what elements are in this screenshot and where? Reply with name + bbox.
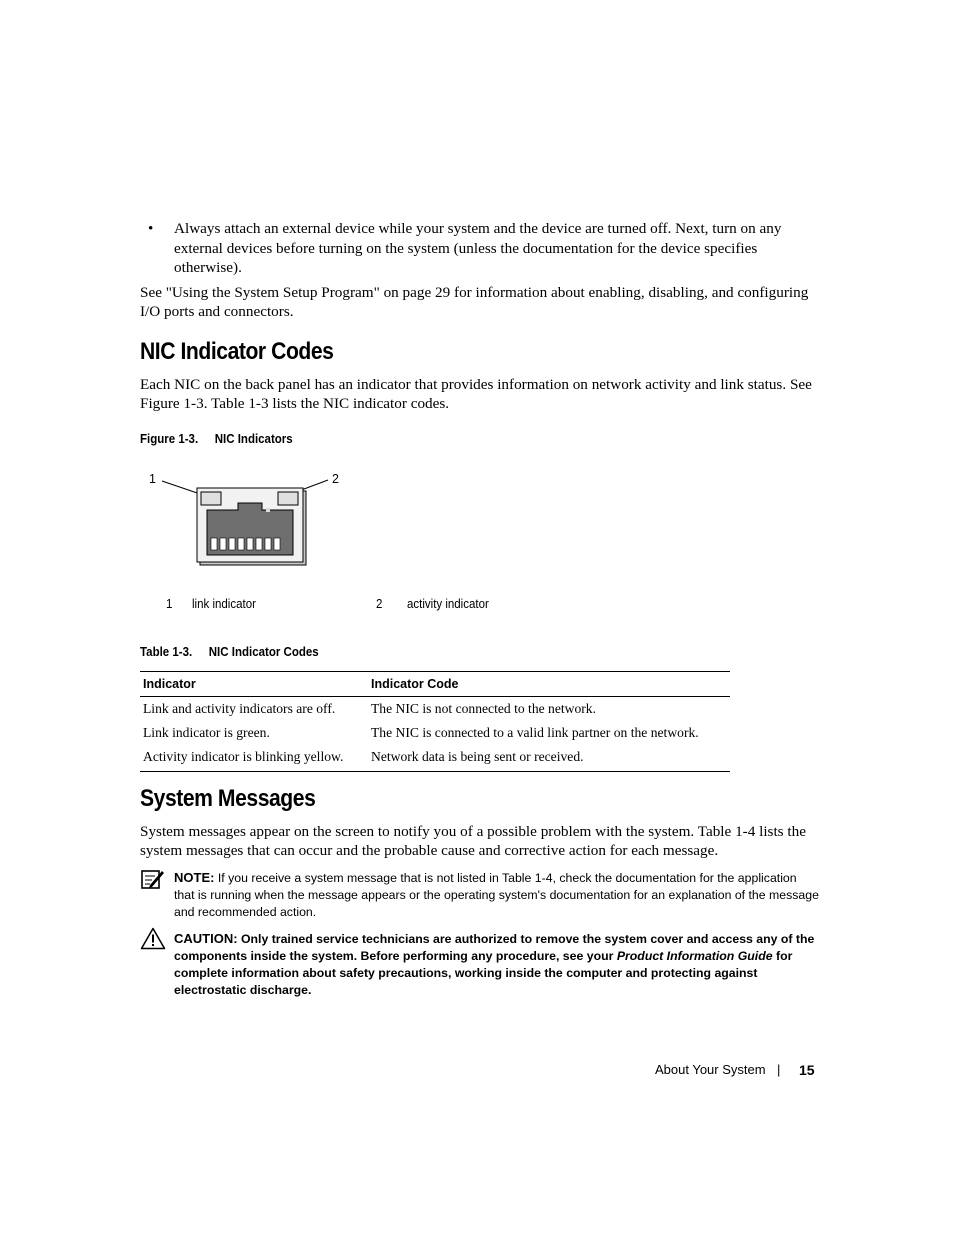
pencil-note-icon [141,868,165,890]
warning-triangle-icon [140,927,166,950]
table-cell: The NIC is connected to a valid link partner on the network. [371,725,699,740]
note-label: NOTE: [174,870,215,885]
figure-number: Figure 1-3. [140,432,199,446]
table-cell: Activity indicator is blinking yellow. [140,745,368,772]
caution-emphasis-product-guide: Product Information Guide [616,949,773,963]
table-header-row [140,672,730,697]
note-text: If you receive a system message that is not listed in Table 1-4, check the documentation for the application that is running when the message appears or the operating system's documentation for an explanation of the message and recommended action. [174,871,819,919]
footer-separator: | [777,1062,781,1077]
table-cell: The NIC is not connected to the network. [371,701,596,716]
intro-paragraph: See "Using the System Setup Program" on page 29 for information about enabling, disabling, and configuring I/O ports and connectors. [140,284,809,320]
column-header-indicator: Indicator [140,672,368,697]
nic-indicator-codes-table [140,671,730,772]
figure-title: NIC Indicators [214,432,293,446]
legend-label-link-indicator: link indicator [192,597,256,611]
legend-label-activity-indicator: activity indicator [407,597,489,611]
page-number: 15 [799,1062,815,1078]
footer-section-title: About Your System [655,1062,766,1077]
nic-body-paragraph: Each NIC on the back panel has an indicator that provides information on network activity and link status. See Figure 1-3. Table 1-3 lists the NIC indicator codes. [140,376,812,412]
caution-label: CAUTION: [174,931,238,946]
bullet-list-item [140,219,810,278]
table-cell: Link indicator is green. [143,725,270,740]
bullet-marker: • [148,220,154,237]
caution-text-before: Only trained service technicians are authorized to remove the system cover and access any of the components inside the system. Before performing any procedure, see your [174,932,815,963]
caution-text-after: for complete information about safety precautions, working inside the computer and protecting against electrostatic discharge. [174,949,793,997]
table-caption [140,645,319,659]
nic-connector-drawing [140,468,360,578]
table-title: NIC Indicator Codes [208,645,319,659]
note-callout [174,869,819,921]
nic-connector-figure [140,468,360,578]
table-row [140,697,730,722]
legend-number-2: 2 [376,597,383,611]
figure-caption [140,432,293,446]
caution-callout [174,930,819,999]
table-row [140,745,730,772]
legend-number-1: 1 [166,597,173,611]
table-row [140,721,730,745]
column-header-indicator-code: Indicator Code [368,672,730,697]
section-heading-system-messages: System Messages [140,785,316,812]
callout-1: 1 [149,472,156,486]
section-heading-nic: NIC Indicator Codes [140,338,334,365]
bullet-text: Always attach an external device while your system and the device are turned off. Next, turn on any external devices before turning on the system (unless the documentation for the device specifies otherwise). [174,220,782,276]
table-cell: Network data is being sent or received. [368,745,730,772]
table-number: Table 1-3. [140,645,193,659]
callout-2: 2 [332,472,339,486]
system-messages-body-paragraph: System messages appear on the screen to notify you of a possible problem with the system. Table 1-4 lists the system messages that can occur and the probable cause and corrective action for each message. [140,823,806,859]
table-cell: Link and activity indicators are off. [143,701,336,716]
